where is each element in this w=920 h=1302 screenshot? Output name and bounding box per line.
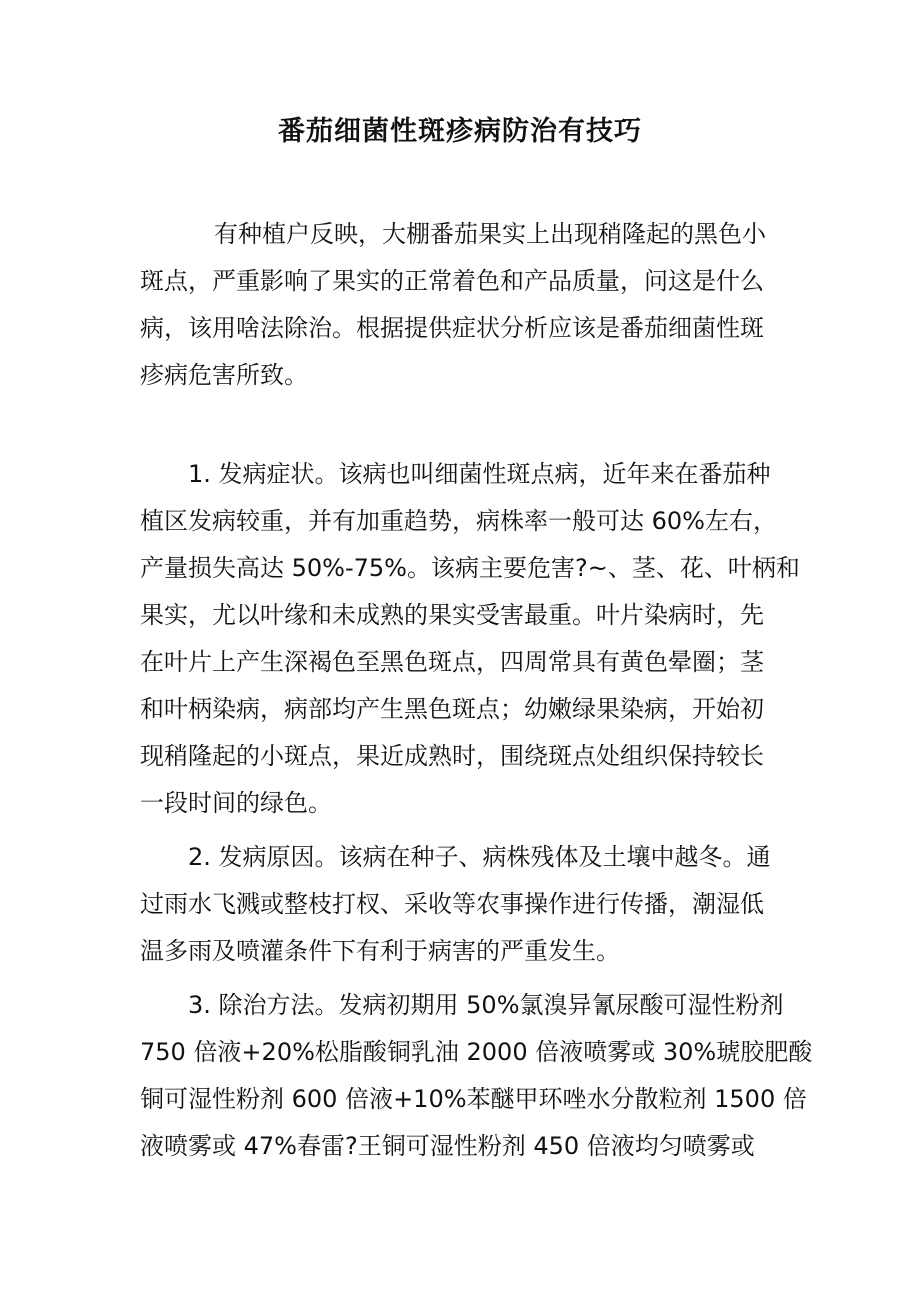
section3-line: 750 倍液+20%松脂酸铜乳油 2000 倍液喷雾或 30%琥胶肥酸 <box>140 1038 813 1066</box>
document-title: 番茄细菌性斑疹病防治有技巧 <box>278 116 642 147</box>
section1-line: 和叶柄染病，病部均产生黑色斑点；幼嫩绿果染病，开始初 <box>140 695 764 723</box>
section1-line: 果实，尤以叶缘和未成熟的果实受害最重。叶片染病时，先 <box>140 601 764 629</box>
section1-line: 一段时间的绿色。 <box>140 789 332 817</box>
section1-line: 产量损失高达 50%-75%。该病主要危害?~、茎、花、叶柄和 <box>140 554 800 582</box>
section2-line: 2. 发病原因。该病在种子、病株残体及土壤中越冬。通 <box>188 843 771 871</box>
section1-line: 在叶片上产生深褐色至黑色斑点，四周常具有黄色晕圈；茎 <box>140 648 764 676</box>
intro-line: 斑点，严重影响了果实的正常着色和产品质量，问这是什么 <box>140 267 764 295</box>
intro-line: 有种植户反映，大棚番茄果实上出现稍隆起的黑色小 <box>214 220 766 248</box>
section2-line: 温多雨及喷灌条件下有利于病害的严重发生。 <box>140 937 620 965</box>
section3-line: 3. 除治方法。发病初期用 50%氯溴异氰尿酸可湿性粉剂 <box>188 991 784 1019</box>
section1-line: 现稍隆起的小斑点，果近成熟时，围绕斑点处组织保持较长 <box>140 742 764 770</box>
section2-line: 过雨水飞溅或整枝打杈、采收等农事操作进行传播，潮湿低 <box>140 890 764 918</box>
intro-line: 病，该用啥法除治。根据提供症状分析应该是番茄细菌性斑 <box>140 314 764 342</box>
section3-line: 液喷雾或 47%春雷?王铜可湿性粉剂 450 倍液均匀喷雾或 <box>140 1132 755 1160</box>
section1-line: 植区发病较重，并有加重趋势，病株率一般可达 60%左右， <box>140 507 777 535</box>
section3-line: 铜可湿性粉剂 600 倍液+10%苯醚甲环唑水分散粒剂 1500 倍 <box>140 1085 807 1113</box>
section1-line: 1. 发病症状。该病也叫细菌性斑点病，近年来在番茄种 <box>188 460 771 488</box>
intro-line: 疹病危害所致。 <box>140 361 308 389</box>
